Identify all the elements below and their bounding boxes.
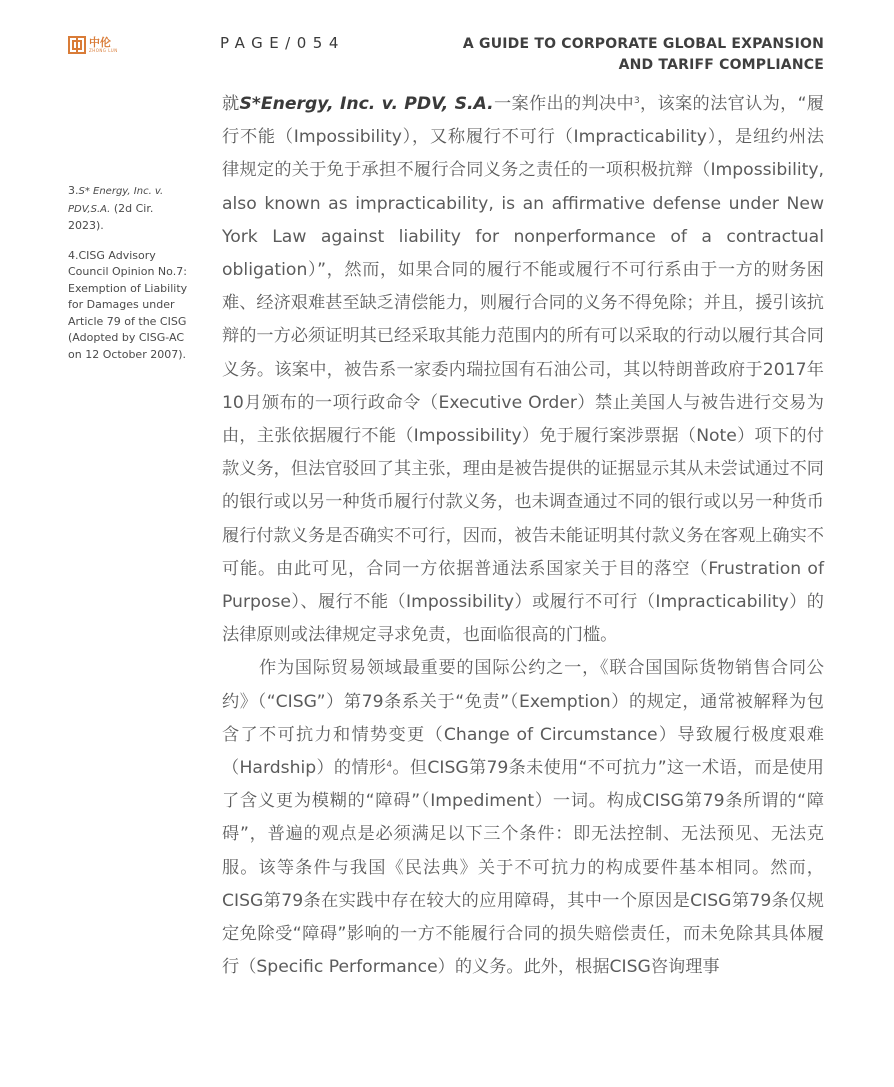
- guide-title-line-1: A GUIDE TO CORPORATE GLOBAL EXPANSION: [462, 36, 824, 52]
- case-name: S*Energy, Inc. v. PDV, S.A.: [239, 94, 494, 114]
- paragraph-2: [222, 652, 824, 984]
- footnote-ref-3: 3: [634, 96, 640, 106]
- footnotes: [68, 183, 192, 376]
- guide-title-line-2: AND TARIFF COMPLIANCE: [618, 57, 824, 73]
- paragraph-2-text-a: 作为国际贸易领域最重要的国际公约之一，《联合国国际货物销售合同公约》（“CISG”）第79条系关于“免责”（Exemption）的规定，通常被解释为包含了不可抗力和情势变更（Change of Circumstance）导致履行极度艰难（Hardship）的情形: [222, 658, 824, 779]
- zhonglun-logo: [68, 34, 118, 56]
- main-body: [222, 88, 824, 984]
- footnote-ref-4: 4: [386, 760, 393, 771]
- footnote-3-citation: (2d Cir. 2023).: [68, 201, 154, 232]
- footnote-3-number: 3.: [68, 184, 79, 197]
- logo-english-name: ZHONG LUN: [89, 48, 118, 53]
- footnote-4: 4.CISG Advisory Council Opinion No.7: Exemption of Liability for Damages under Article 79 of the CISG (Adopted by CISG-AC on 12 October 2007).: [68, 248, 188, 361]
- paragraph-1-mid: 一案作出的判决中: [493, 94, 634, 114]
- paragraph-1-text: ，该案的法官认为，“履行不能（Impossibility），又称履行不可行（Impracticability），是纽约州法律规定的关于免于承担不履行合同义务之责任的一项积极抗辩（Impossibility, also known as impracticability, is an affirmative defense under New York Law against liability for nonperformance of a contractual obligation）”，然而，如果合同的履行不能或履行不可行系由于一方的财务困难、经济艰难甚至缺乏清偿能力，则履行合同的义务不得免除；并且，援引该抗辩的一方必须证明其已经采取其能力范围内的所有可以采取的行动以履行其合同义务。该案中，被告系一家委内瑞拉国有石油公司，其以特朗普政府于2017年10月颁布的一项行政命令（Executive Order）禁止美国人与被告进行交易为由，主张依据履行不能（Impossibility）免于履行案涉票据（Note）项下的付款义务，但法官驳回了其主张，理由是被告提供的证据显示其从未尝试通过不同的银行或以另一种货币履行付款义务，也未调查通过不同的银行或以另一种货币履行付款义务是否确实不可行，因而，被告未能证明其付款义务在客观上确实不可能。由此可见，合同一方依据普通法系国家关于目的落空（Frustration of Purpose）、履行不能（Impossibility）或履行不可行（Impracticability）的法律原则或法律规定寻求免责，也面临很高的门槛。: [222, 94, 824, 646]
- paragraph-1-prefix: 就: [222, 94, 240, 114]
- page-number: PAGE/054: [220, 34, 345, 52]
- paragraph-1: [222, 88, 824, 652]
- logo-chinese-name: 中伦: [89, 36, 111, 49]
- guide-title: [404, 34, 824, 76]
- paragraph-2-text-b: 。但CISG第79条未使用“不可抗力”这一术语，而是使用了含义更为模糊的“障碍”（Impediment）一词。构成CISG第79条所谓的“障碍”，普遍的观点是必须满足以下三个条件：即无法控制、无法预见、无法克服。该等条件与我国《民法典》关于不可抗力的构成要件基本相同。然而，CISG第79条在实践中存在较大的应用障碍，其中一个原因是CISG第79条仅规定免除受“障碍”影响的一方不能履行合同的损失赔偿责任，而未免除其具体履行（Specific Performance）的义务。此外，根据CISG咨询理事: [222, 758, 824, 978]
- footnote-3-case-name: S* Energy, Inc. v. PDV,S.A.: [68, 186, 164, 215]
- zhonglun-logo-mark-icon: [68, 36, 86, 54]
- footnote-3: [68, 183, 192, 235]
